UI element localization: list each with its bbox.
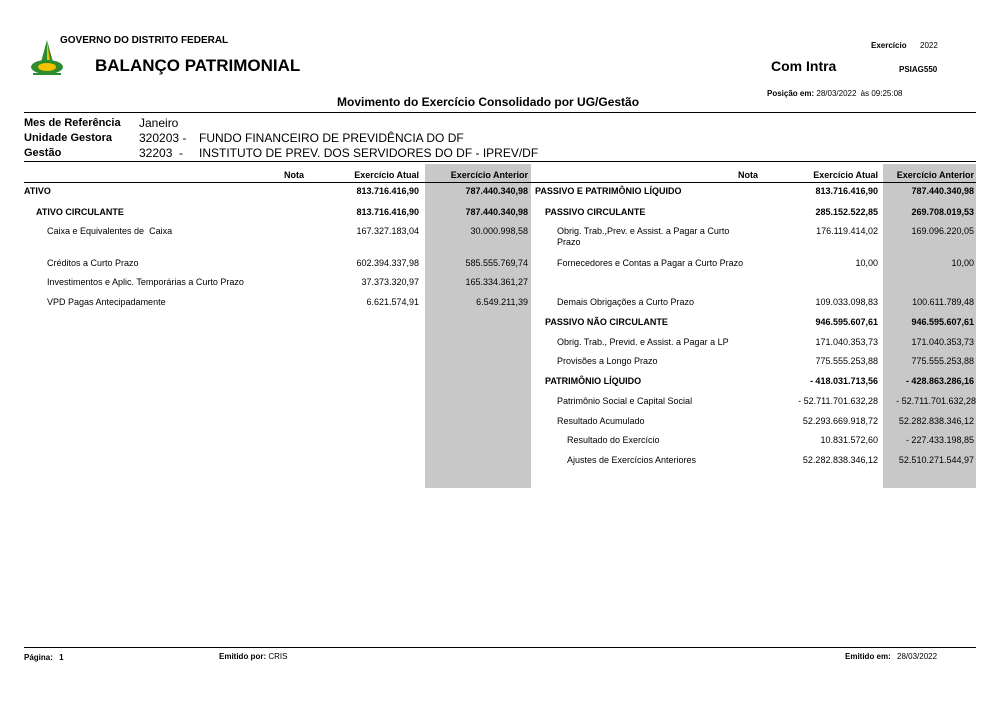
table-row-atual: 813.716.416,90: [815, 186, 878, 196]
table-row-anterior: 30.000.998,58: [470, 226, 528, 236]
table-row-label: Fornecedores e Contas a Pagar a Curto Prazo: [557, 258, 744, 268]
pagina-value: 1: [59, 653, 64, 662]
table-row-atual: - 418.031.713,56: [809, 376, 878, 386]
table-row-anterior: 787.440.340,98: [465, 186, 528, 196]
table-row-atual: 285.152.522,85: [815, 207, 878, 217]
mes-label: Mes de Referência: [24, 117, 121, 129]
table-row-label-cont: Prazo: [557, 237, 581, 247]
posicao-label: Posição em:: [767, 89, 815, 98]
table-row-label: PASSIVO E PATRIMÔNIO LÍQUIDO: [535, 186, 682, 196]
posicao-as: às: [860, 89, 870, 98]
report-subtitle: Movimento do Exercício Consolidado por UG/Gestão: [337, 95, 640, 109]
table-row-anterior: 775.555.253,88: [911, 356, 974, 366]
table-row-label: Ajustes de Exercícios Anteriores: [567, 455, 697, 465]
table-row-atual: 109.033.098,83: [815, 297, 878, 307]
table-row-label: PASSIVO CIRCULANTE: [545, 207, 646, 217]
gestao-label: Gestão: [24, 147, 62, 159]
emitido-por-label: Emitido por:: [219, 652, 267, 661]
right-atual-header: Exercício Atual: [813, 170, 878, 180]
table-row-anterior: 171.040.353,73: [911, 337, 974, 347]
report-title: BALANÇO PATRIMONIAL: [95, 56, 301, 75]
table-row-anterior: 269.708.019,53: [911, 207, 974, 217]
table-row-anterior: 787.440.340,98: [911, 186, 974, 196]
footer-emitido-por: [219, 652, 287, 661]
posicao-time: 09:25:08: [871, 89, 903, 98]
mes-value: Janeiro: [139, 116, 179, 130]
emitido-em-value: 28/03/2022: [897, 652, 938, 661]
table-row-anterior: 6.549.211,39: [476, 297, 528, 307]
table-row-anterior: 52.282.838.346,12: [898, 416, 974, 426]
exercicio-value: 2022: [920, 41, 938, 50]
table-row-label: Obrig. Trab., Previd. e Assist. a Pagar a LP: [557, 337, 729, 347]
table-row-label: ATIVO CIRCULANTE: [36, 207, 124, 217]
table-row-anterior: 10,00: [951, 258, 974, 268]
table-row-anterior: 52.510.271.544,97: [898, 455, 974, 465]
footer-pagina: [24, 653, 64, 662]
right-anterior-header: Exercício Anterior: [896, 170, 974, 180]
ug-code: 320203 -: [139, 131, 187, 145]
footer-rule: [24, 647, 976, 648]
table-row-atual: 946.595.607,61: [815, 317, 878, 327]
table-row-atual: 176.119.414,02: [816, 226, 878, 236]
table-row-atual: 52.293.669.918,72: [802, 416, 878, 426]
table-row-anterior: 165.334.361,27: [465, 277, 528, 287]
posicao-date: 28/03/2022: [816, 89, 857, 98]
table-row-atual: 602.394.337,98: [356, 258, 419, 268]
table-row-label: Demais Obrigações a Curto Prazo: [557, 297, 695, 307]
table-row-anterior: 946.595.607,61: [911, 317, 974, 327]
pagina-label: Página:: [24, 653, 53, 662]
table-row-label: PASSIVO NÃO CIRCULANTE: [545, 317, 668, 327]
table-row-label: Resultado do Exercício: [567, 435, 660, 445]
gdf-logo-icon: [30, 40, 64, 80]
table-row-atual: 813.716.416,90: [356, 186, 419, 196]
ug-label: Unidade Gestora: [24, 132, 113, 144]
table-row-anterior: 585.555.769,74: [465, 258, 528, 268]
exercicio-label: Exercício: [871, 41, 907, 50]
right-nota-header: Nota: [738, 170, 758, 180]
table-row-anterior: - 428.863.286,16: [905, 376, 974, 386]
table-row-atual: 37.373.320,97: [361, 277, 419, 287]
table-row-atual: 10,00: [855, 258, 878, 268]
table-row-atual: 775.555.253,88: [815, 356, 878, 366]
table-row-label: VPD Pagas Antecipadamente: [47, 297, 166, 307]
com-intra-label: Com Intra: [771, 58, 837, 74]
table-row-label: Patrimônio Social e Capital Social: [557, 396, 693, 406]
emitido-em-label: Emitido em:: [845, 652, 891, 661]
info-rule: [24, 161, 976, 162]
table-row-label: PATRIMÔNIO LÍQUIDO: [545, 376, 642, 386]
gestao-name: INSTITUTO DE PREV. DOS SERVIDORES DO DF - IPREV/DF: [199, 146, 539, 160]
table-row-atual: 10.831.572,60: [820, 435, 878, 445]
table-row-atual: 171.040.353,73: [815, 337, 878, 347]
report-code: PSIAG550: [899, 65, 938, 74]
table-row-label: Obrig. Trab.,Prev. e Assist. a Pagar a Curto: [557, 226, 730, 236]
table-row-anterior: 100.611.789,48: [912, 297, 974, 307]
table-row-atual: 52.282.838.346,12: [802, 455, 878, 465]
table-row-anterior: 787.440.340,98: [465, 207, 528, 217]
table-row-label: ATIVO: [24, 186, 51, 196]
table-row-atual: - 52.711.701.632,28: [798, 396, 878, 406]
table-row-atual: 167.327.183,04: [356, 226, 419, 236]
emitido-por-value: CRIS: [268, 652, 288, 661]
org-name: GOVERNO DO DISTRITO FEDERAL: [60, 35, 229, 46]
table-row-label: Créditos a Curto Prazo: [47, 258, 139, 268]
posicao: [767, 89, 902, 98]
gestao-code: 32203 -: [139, 146, 184, 160]
table-row-label: Provisões a Longo Prazo: [557, 356, 658, 366]
ug-name: FUNDO FINANCEIRO DE PREVIDÊNCIA DO DF: [199, 131, 464, 145]
footer-emitido-em: [845, 652, 937, 661]
table-row-atual: 6.621.574,91: [366, 297, 419, 307]
left-atual-header: Exercício Atual: [354, 170, 419, 180]
table-row-label: Caixa e Equivalentes de Caixa: [47, 226, 173, 236]
table-header-rule: [24, 182, 976, 183]
table-row-anterior: 169.096.220,05: [911, 226, 974, 236]
left-nota-header: Nota: [284, 170, 304, 180]
table-row-label: Resultado Acumulado: [557, 416, 645, 426]
left-anterior-header: Exercício Anterior: [450, 170, 528, 180]
table-row-anterior: - 52.711.701.632,28: [896, 396, 976, 406]
table-row-label: Investimentos e Aplic. Temporárias a Curto Prazo: [47, 277, 244, 287]
table-row-anterior: - 227.433.198,85: [905, 435, 974, 445]
table-row-atual: 813.716.416,90: [356, 207, 419, 217]
header-rule: [24, 112, 976, 113]
